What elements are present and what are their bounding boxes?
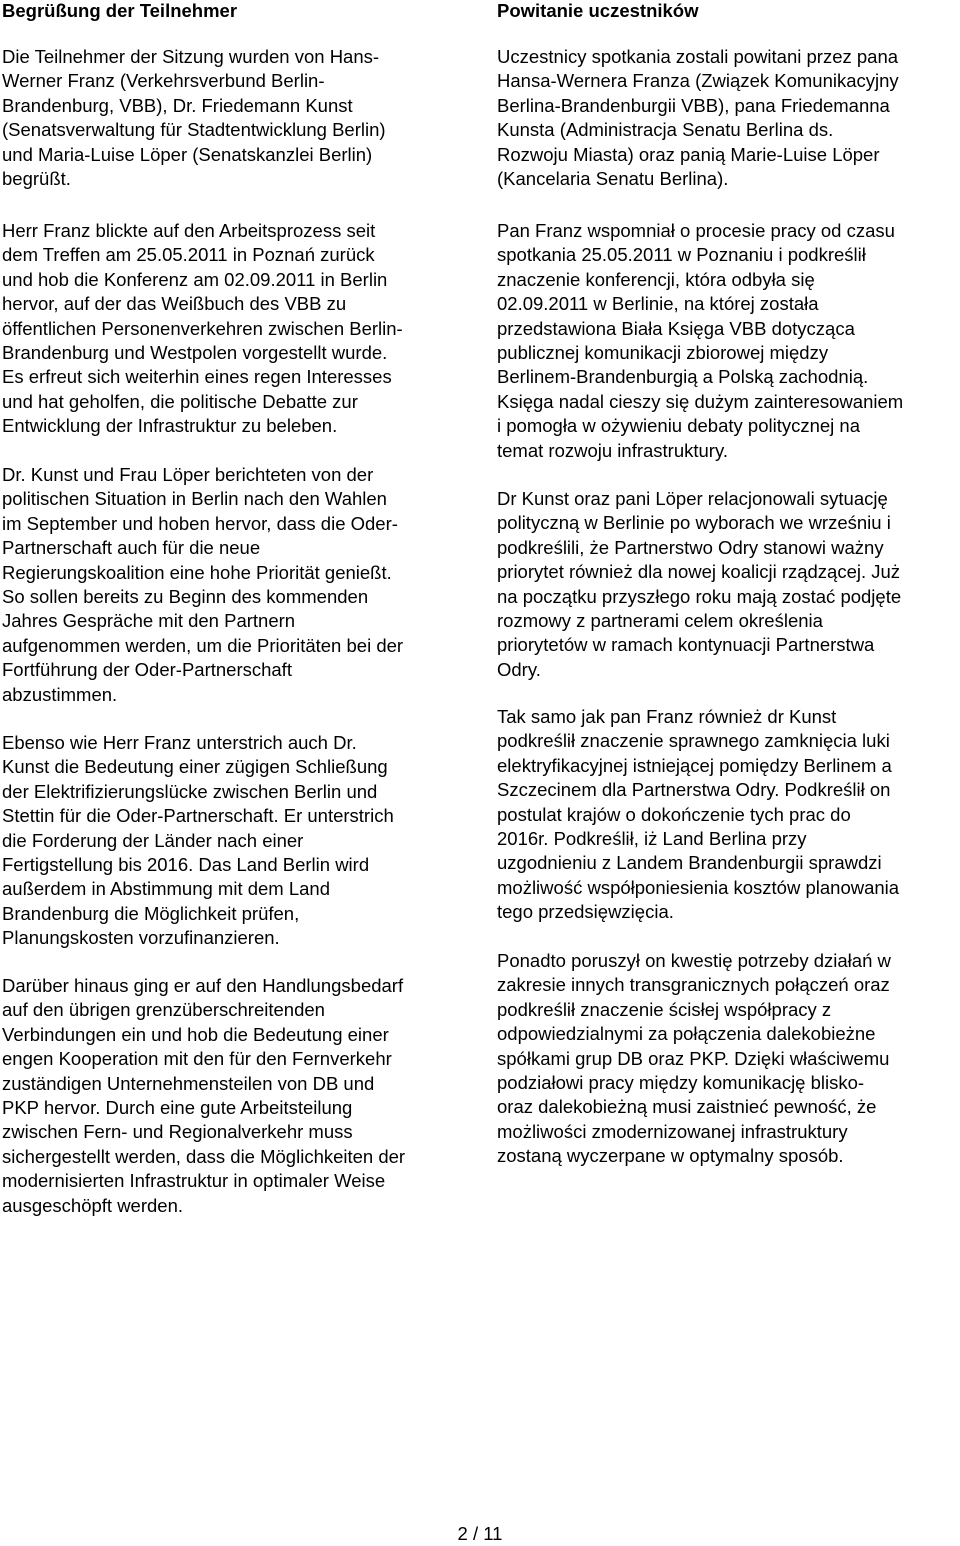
page-number: 2 / 11 (457, 1523, 503, 1544)
polish-column (497, 0, 959, 1167)
german-paragraph-2: Herr Franz blickte auf den Arbeitsprozess seit dem Treffen am 25.05.2011 in Poznań zurück und hob die Konferenz am 02.09.2011 in Berlin hervor, auf der das Weißbuch des VBB zu öffentlichen Personenverkehren zwischen Berlin- Brandenburg und Westpolen vorgestellt wurde. Es erfreut sich weiterhin eines regen Interesses und hat geholfen, die politische Debatte zur Entwicklung der Infrastruktur zu beleben. (2, 220, 403, 437)
german-paragraph-3: Dr. Kunst und Frau Löper berichteten von der politischen Situation in Berlin nach den Wahlen im September und hoben hervor, dass die Oder- Partnerschaft auch für die neue Regierungskoalition eine hohe Priorität genießt. So sollen bereits zu Beginn des kommenden Jahres Gespräche mit den Partnern aufgenommen werden, um die Prioritäten bei der Fortführung der Oder-Partnerschaft abzustimmen. (2, 464, 404, 705)
polish-paragraph-5: Ponadto poruszył on kwestię potrzeby działań w zakresie innych transgranicznych połączeń oraz podkreślił znaczenie ścisłej współpracy z odpowiedzialnymi za połączenia dalekobieżne spółkami grup DB oraz PKP. Dzięki właściwemu podziałowi pracy między komunikację blisko- oraz dalekobieżną musi zaistnieć pewność, że możliwości zmodernizowanej infrastruktury zostaną wyczerpane w optymalny sposób. (497, 950, 891, 1167)
polish-paragraph-4: Tak samo jak pan Franz również dr Kunst podkreślił znaczenie sprawnego zamknięcia luki elektryfikacyjnej istniejącej pomiędzy Berlinem a Szczecinem dla Partnerstwa Odry. Podkreślił on postulat krajów o dokończenie tych prac do 2016r. Podkreślił, iż Land Berlina przy uzgodnieniu z Landem Brandenburgii sprawdzi możliwość współponiesienia kosztów planowania tego przedsięwzięcia. (497, 706, 900, 923)
german-paragraph-5: Darüber hinaus ging er auf den Handlungsbedarf auf den übrigen grenzüberschreitenden Verbindungen ein und hob die Bedeutung einer engen Kooperation mit den für den Fernverkehr zuständigen Unternehmensteilen von DB und PKP hervor. Durch eine gute Arbeitsteilung zwischen Fern- und Regionalverkehr muss sichergestellt werden, dass die Möglichkeiten der modernisierten Infrastruktur in optimaler Weise ausgeschöpft werden. (2, 975, 406, 1216)
german-paragraph-1: Die Teilnehmer der Sitzung wurden von Hans- Werner Franz (Verkehrsverbund Berlin- Brandenburg, VBB), Dr. Friedemann Kunst (Senatsverwaltung für Stadtentwicklung Berlin) und Maria-Luise Löper (Senatskanzlei Berlin) begrüßt. (2, 46, 386, 190)
german-column (2, 0, 470, 1216)
polish-paragraph-2: Pan Franz wspomniał o procesie pracy od czasu spotkania 25.05.2011 w Poznaniu i podkreślił znaczenie konferencji, która odbyła się 02.09.2011 w Berlinie, na której została przedstawiona Biała Księga VBB dotycząca publicznej komunikacji zbiorowej między Berlinem-Brandenburgią a Polską zachodnią. Księga nadal cieszy się dużym zainteresowaniem i pomogła w ożywieniu debaty politycznej na temat rozwoju infrastruktury. (497, 220, 904, 461)
german-paragraph-4: Ebenso wie Herr Franz unterstrich auch Dr. Kunst die Bedeutung einer zügigen Schließung der Elektrifizierungslücke zwischen Berlin und Stettin für die Oder-Partnerschaft. Er unterstrich die Forderung der Länder nach einer Fertigstellung bis 2016. Das Land Berlin wird außerdem in Abstimmung mit dem Land Brandenburg die Möglichkeit prüfen, Planungskosten vorzufinanzieren. (2, 732, 394, 949)
polish-heading: Powitanie uczestników (497, 0, 699, 21)
german-heading: Begrüßung der Teilnehmer (2, 0, 238, 21)
polish-paragraph-3: Dr Kunst oraz pani Löper relacjonowali sytuację polityczną w Berlinie po wyborach we wrześniu i podkreślili, że Partnerstwo Odry stanowi ważny priorytet również dla nowej koalicji rządzącej. Już na początku przyszłego roku mają zostać podjęte rozmowy z partnerami celem określenia priorytetów w ramach kontynuacji Partnerstwa Odry. (497, 488, 902, 680)
polish-paragraph-1: Uczestnicy spotkania zostali powitani przez pana Hansa-Wernera Franza (Związek Komunikacyjny Berlina-Brandenburgii VBB), pana Friedemanna Kunsta (Administracja Senatu Berlina ds. Rozwoju Miasta) oraz panią Marie-Luise Löper (Kancelaria Senatu Berlina). (497, 46, 899, 190)
